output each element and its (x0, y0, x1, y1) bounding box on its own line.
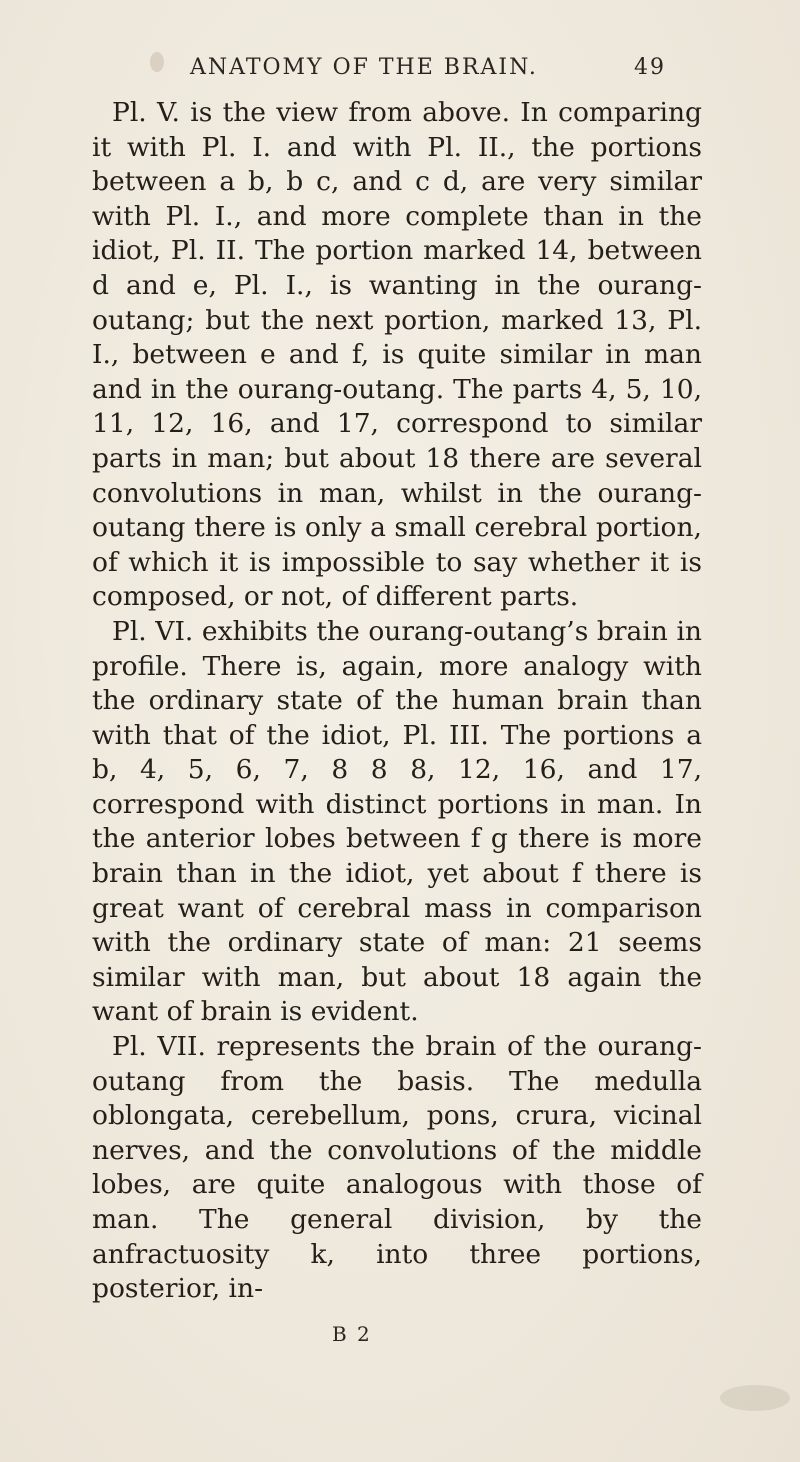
body-text (92, 96, 702, 1307)
signature-mark: B 2 (332, 1322, 372, 1346)
foxing-spot (720, 1385, 790, 1411)
running-title: ANATOMY OF THE BRAIN. (190, 55, 538, 80)
page-header (190, 50, 666, 86)
ink-smudge (150, 52, 164, 72)
paragraph-plate-vi: Pl. VI. exhibits the ourang-outang’s brain in profile. There is, again, more analogy with the ordinary state of the human brain than with that of the idiot, Pl. III. The portions a b, 4, 5, 6, 7, 8 8 8, 12, 16, and 17, correspond with distinct portions in man. In the anterior lobes between f g there is more brain than in the idiot, yet about f there is great want of cerebral mass in comparison with the ordinary state of man: 21 seems similar with man, but about 18 again the want of brain is evident. (92, 615, 702, 1028)
paragraph-plate-vii: Pl. VII. represents the brain of the ourang-outang from the basis. The medulla oblongata, cerebellum, pons, crura, vicinal nerves, and the convolutions of the middle lobes, are quite analogous with those of man. The general division, by the anfractuosity k, into three portions, posterior, in- (92, 1031, 702, 1305)
page-number: 49 (634, 55, 666, 80)
paragraph-plate-v: Pl. V. is the view from above. In comparing it with Pl. I. and with Pl. II., the portions between a b, b c, and c d, are very similar with Pl. I., and more complete than in the idiot, Pl. II. The portion marked 14, between d and e, Pl. I., is wanting in the ourang-outang; but the next portion, marked 13, Pl. I., between e and f, is quite similar in man and in the ourang-outang. The parts 4, 5, 10, 11, 12, 16, and 17, correspond to similar parts in man; but about 18 there are several convolutions in man, whilst in the ourang-outang there is only a small cerebral portion, of which it is impossible to say whether it is composed, or not, of different parts. (92, 97, 702, 613)
